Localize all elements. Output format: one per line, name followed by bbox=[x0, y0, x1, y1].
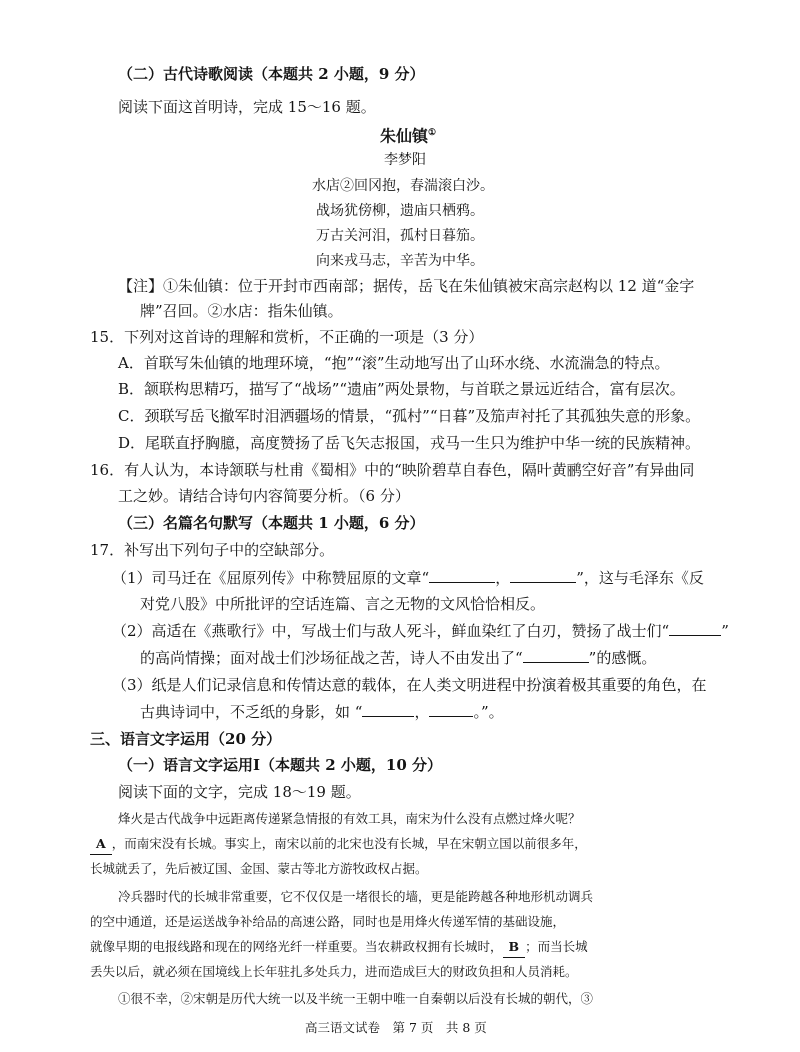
answer-blank[interactable] bbox=[510, 568, 576, 583]
question-17-item-2: （2）高适在《燕歌行》中，写战士们与敌人死斗，鲜血染红了白刃，赞扬了战士们“ ” bbox=[112, 622, 729, 640]
question-17-item-3: （3）纸是人们记录信息和传情达意的载体，在人类文明进程中扮演着极其重要的角色，在 bbox=[112, 676, 707, 694]
passage-line: 冷兵器时代的长城非常重要，它不仅仅是一堵很长的墙，更是能跨越各种地形机动调兵 bbox=[118, 889, 594, 904]
question-15-option: C．颈联写岳飞撤军时泪洒疆场的情景，“孤村”“日暮”及笳声衬托了其孤独失意的形象。 bbox=[118, 407, 701, 425]
passage-line: 长城就丢了，先后被辽国、金国、蒙古等北方游牧政权占据。 bbox=[90, 861, 428, 876]
question-15-option: D．尾联直抒胸臆，高度赞扬了岳飞矢志报国，戎马一生只为维护中华一统的民族精神。 bbox=[118, 434, 701, 452]
poem-line: 万古关河泪，孤村日暮笳。 bbox=[316, 228, 484, 244]
answer-mark-a: A bbox=[90, 834, 112, 855]
passage-line: 丢失以后，就必须在国境线上长年驻扎多处兵力，进而造成巨大的财政负担和人员消耗。 bbox=[90, 964, 578, 979]
poem-line: 战场犹傍柳，遗庙只栖鸦。 bbox=[316, 203, 484, 219]
passage-line: 烽火是古代战争中远距离传递紧急情报的有效工具，南宋为什么没有点燃过烽火呢？ bbox=[118, 811, 581, 826]
passage-line: 的空中通道，还是运送战争补给品的高速公路，同时也是用烽火传递军情的基础设施， bbox=[90, 914, 566, 929]
answer-blank[interactable] bbox=[669, 621, 721, 636]
question-17-item-1-cont: 对党八股》中所批评的空话连篇、言之无物的文风恰恰相反。 bbox=[140, 595, 546, 613]
passage-line: A ，而南宋没有长城。事实上，南宋以前的北宋也没有长城，早在宋朝立国以前很多年， bbox=[90, 834, 587, 855]
subsection-heading: （一）语言文字运用Ⅰ（本题共 2 小题，10 分） bbox=[118, 756, 442, 774]
question-15-option: A．首联写朱仙镇的地理环境，“抱”“滚”生动地写出了山环水绕、水流湍急的特点。 bbox=[118, 354, 670, 372]
question-17-item-3-cont: 古典诗词中，不乏纸的身影，如 “ ， 。”。 bbox=[140, 703, 504, 721]
question-15-option: B．颔联构思精巧，描写了“战场”“遗庙”两处景物，与首联之景远近结合，富有层次。 bbox=[118, 380, 685, 398]
reading-instruction: 阅读下面这首明诗，完成 15～16 题。 bbox=[118, 98, 376, 116]
question-17-stem: 17．补写出下列句子中的空缺部分。 bbox=[90, 541, 335, 559]
passage-line: ①很不幸，②宋朝是历代大统一以及半统一王朝中唯一自秦朝以后没有长城的朝代，③ bbox=[118, 991, 594, 1006]
poem-line: 向来戎马志，辛苦为中华。 bbox=[316, 253, 484, 269]
reading-instruction-2: 阅读下面的文字，完成 18～19 题。 bbox=[118, 783, 361, 801]
question-17-item-1: （1）司马迁在《屈原列传》中称赞屈原的文章“ ， ”，这与毛泽东《反 bbox=[112, 569, 704, 587]
question-17-item-2-cont: 的高尚情操；面对战士们沙场征战之苦，诗人不由发出了“ ”的感慨。 bbox=[140, 649, 657, 667]
answer-blank[interactable] bbox=[429, 702, 473, 717]
poem-author: 李梦阳 bbox=[384, 152, 426, 168]
answer-blank[interactable] bbox=[429, 568, 495, 583]
question-16-line: 16．有人认为，本诗颔联与杜甫《蜀相》中的“映阶碧草自春色，隔叶黄鹂空好音”有异曲同 bbox=[90, 461, 695, 479]
answer-blank[interactable] bbox=[362, 702, 414, 717]
section-heading-dictation: （三）名篇名句默写（本题共 1 小题，6 分） bbox=[118, 514, 425, 532]
annotation-line: 【注】①朱仙镇：位于开封市西南部；据传，岳飞在朱仙镇被宋高宗赵构以 12 道“金字 bbox=[118, 277, 695, 295]
question-15-stem: 15．下列对这首诗的理解和赏析，不正确的一项是（3 分） bbox=[90, 328, 484, 346]
annotation-line: 牌”召回。②水店：指朱仙镇。 bbox=[140, 302, 343, 320]
part-heading-language: 三、语言文字运用（20 分） bbox=[90, 730, 282, 748]
poem-line: 水店②回冈抱，春湍滚白沙。 bbox=[312, 178, 494, 194]
answer-mark-b: B bbox=[503, 937, 526, 958]
section-heading-poetry: （二）古代诗歌阅读（本题共 2 小题，9 分） bbox=[118, 65, 425, 83]
question-16-line: 工之妙。请结合诗句内容简要分析。（6 分） bbox=[118, 487, 410, 505]
passage-line: 就像早期的电报线路和现在的网络光纤一样重要。当农耕政权拥有长城时， B ；而当长城 bbox=[90, 937, 588, 958]
answer-blank[interactable] bbox=[523, 648, 589, 663]
page-footer: 高三语文试卷 第 7 页 共 8 页 bbox=[305, 1020, 487, 1035]
poem-title: 朱仙镇① bbox=[380, 126, 437, 146]
